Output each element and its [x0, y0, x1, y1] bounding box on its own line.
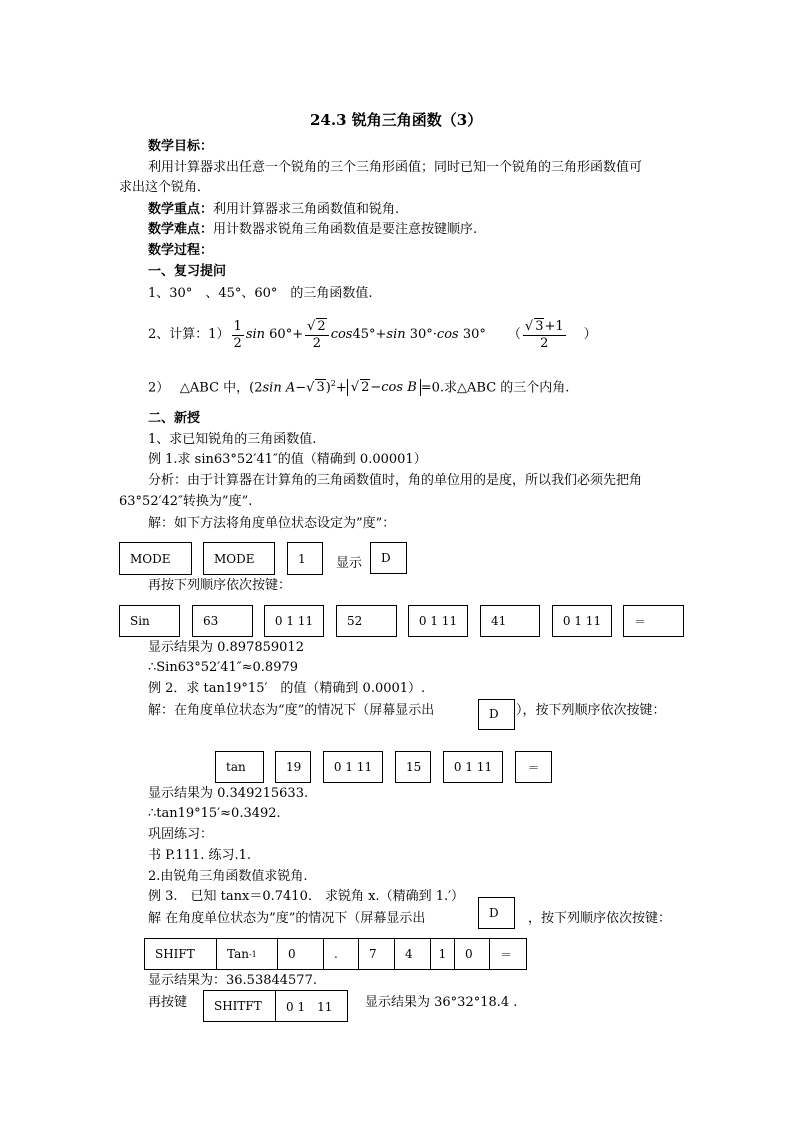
key-dms-3: 0 1 11: [552, 605, 612, 637]
review-q2: 2、计算：1） $\frac{1}{2}$ sin 60°+ $\frac{√ 2}{2}$ cos 45°+ sin 30°· cos 30° （ $\frac{√ 3+1}{2}$ ）: [148, 318, 597, 351]
review-q3-prefix: 2） △ABC 中，: [148, 380, 250, 396]
key-1b: 1: [430, 938, 455, 970]
review-q3-suffix: =0.求△ABC 的三个内角.: [420, 380, 570, 396]
diff-heading: 数学难点：: [148, 222, 214, 237]
analysis-1: 分析：由于计算器在计算角的三角函数值时，角的单位用的是度，所以我们必须先把角: [148, 473, 643, 488]
key-equals-1: ＝: [623, 605, 684, 637]
process-heading: 数学过程：: [148, 243, 214, 258]
key-shitft: SHITFT: [203, 990, 276, 1022]
result-4: 显示结果为 36°32°18.4 .: [365, 995, 518, 1010]
key-mode-1: MODE: [119, 542, 192, 575]
result-2: 显示结果为 0.349215633.: [148, 786, 309, 801]
display-d-3: D: [478, 897, 515, 929]
diff-line: [148, 222, 477, 238]
key-7: 7: [358, 938, 395, 970]
new-heading: 二、新授: [148, 411, 201, 426]
review-q2-answer-open: （: [507, 327, 521, 342]
fraction-half: $\frac{1}{2}$: [233, 318, 242, 351]
key-dms-4: 0 1 11: [323, 751, 383, 783]
key-text: 利用计算器求三角函数值和锐角.: [213, 202, 400, 217]
key-tan-inverse-sup: -1: [248, 949, 257, 959]
solve-1: 解：如下方法将角度单位状态设定为”度”：: [148, 516, 396, 531]
key-dms-6: 0 1 11: [275, 990, 348, 1022]
key-0b: 0: [454, 938, 490, 970]
review-q2-prefix: 2、计算：1）: [148, 327, 230, 342]
then-press-label: 再按下列顺序依次按键：: [148, 578, 292, 593]
key-15: 15: [395, 751, 431, 783]
key-41: 41: [480, 605, 540, 637]
practice-label: 巩固练习：: [148, 827, 214, 842]
key-shift: SHIFT: [144, 938, 217, 970]
key-equals-2: ＝: [515, 751, 552, 783]
key-sin: Sin: [119, 605, 180, 637]
solve-3a: 解 在角度单位状态为”度”的情况下（屏幕显示出: [148, 911, 426, 926]
key-tan-inverse-label: Tan: [227, 947, 249, 961]
key-tan-inverse: [216, 938, 278, 970]
key-dms-2: 0 1 11: [408, 605, 468, 637]
key-dms-5: 0 1 11: [443, 751, 503, 783]
diff-text: 用计数器求锐角三角函数值是要注意按键顺序.: [213, 222, 478, 237]
solve-3b: ，按下列顺序依次按键：: [528, 911, 672, 926]
conclusion-2: ∴tan19°15′≈0.3492.: [148, 806, 281, 821]
key-decimal: .: [323, 938, 359, 970]
key-equals-3: ＝: [489, 938, 527, 970]
row1-show-label: 显示: [336, 556, 363, 571]
example-1: 例 1.求 sin63°52′41″的值（精确到 0.00001）: [148, 452, 427, 467]
key-52: 52: [336, 605, 397, 637]
page-title: 24.3 锐角三角函数（3）: [310, 111, 483, 129]
display-d-1: D: [370, 542, 407, 574]
result-1: 显示结果为 0.897859012: [148, 640, 304, 655]
fraction-answer: $\frac{√ 3+1}{2}$: [524, 319, 564, 351]
press-again-label: 再按键: [148, 995, 188, 1010]
analysis-2: 63°52′42″转换为”度”.: [119, 494, 253, 509]
practice-ref: 书 P.111. 练习.1.: [148, 848, 251, 863]
display-d-2: D: [478, 699, 515, 730]
key-tan: tan: [215, 751, 264, 783]
result-3: 显示结果为：36.53844577.: [148, 973, 317, 988]
key-line: [148, 202, 399, 218]
key-heading: 数学重点：: [148, 202, 214, 217]
example-3: 例 3. 已知 tanx＝0.7410. 求锐角 x.（精确到 1.′）: [148, 889, 465, 904]
review-heading: 一、复习提问: [148, 264, 227, 279]
review-q1: 1、30° 、45°、60° 的三角函数值.: [148, 286, 373, 301]
key-mode-2: MODE: [203, 542, 275, 575]
key-1: 1: [287, 542, 323, 575]
key-dms-1: 0 1 11: [264, 605, 324, 637]
key-19: 19: [275, 751, 311, 783]
solve-2b: ），按下列顺序依次按键：: [516, 703, 666, 718]
part1-heading: 1、求已知锐角的三角函数值.: [148, 432, 317, 447]
conclusion-1: ∴Sin63°52′41″≈0.8979: [148, 660, 299, 675]
solve-2a: 解：在角度单位状态为“度”的情况下（屏幕显示出: [148, 703, 435, 718]
goal-text-1: 利用计算器求出任意一个锐角的三个三角形函值；同时已知一个锐角的三角形函数值可: [148, 160, 643, 175]
example-2: 例 2．求 tan19°15′ 的值（精确到 0.0001）.: [148, 681, 426, 696]
review-q2-answer-close: ）: [583, 327, 597, 342]
key-0: 0: [277, 938, 324, 970]
key-63: 63: [192, 605, 253, 637]
fraction-root2-over-2: $\frac{√ 2}{2}$: [305, 318, 329, 352]
goal-heading: 数学目标：: [148, 139, 214, 154]
key-4: 4: [394, 938, 431, 970]
review-q3: 2） △ABC 中，(2sin A−√ 3)$^2$+ √ 2−cos B =0.求△ABC 的三个内角.: [148, 379, 570, 396]
goal-line: [148, 139, 213, 155]
part2-heading: 2.由锐角三角函数值求锐角.: [148, 869, 308, 884]
goal-text-2: 求出这个锐角．: [119, 180, 211, 195]
